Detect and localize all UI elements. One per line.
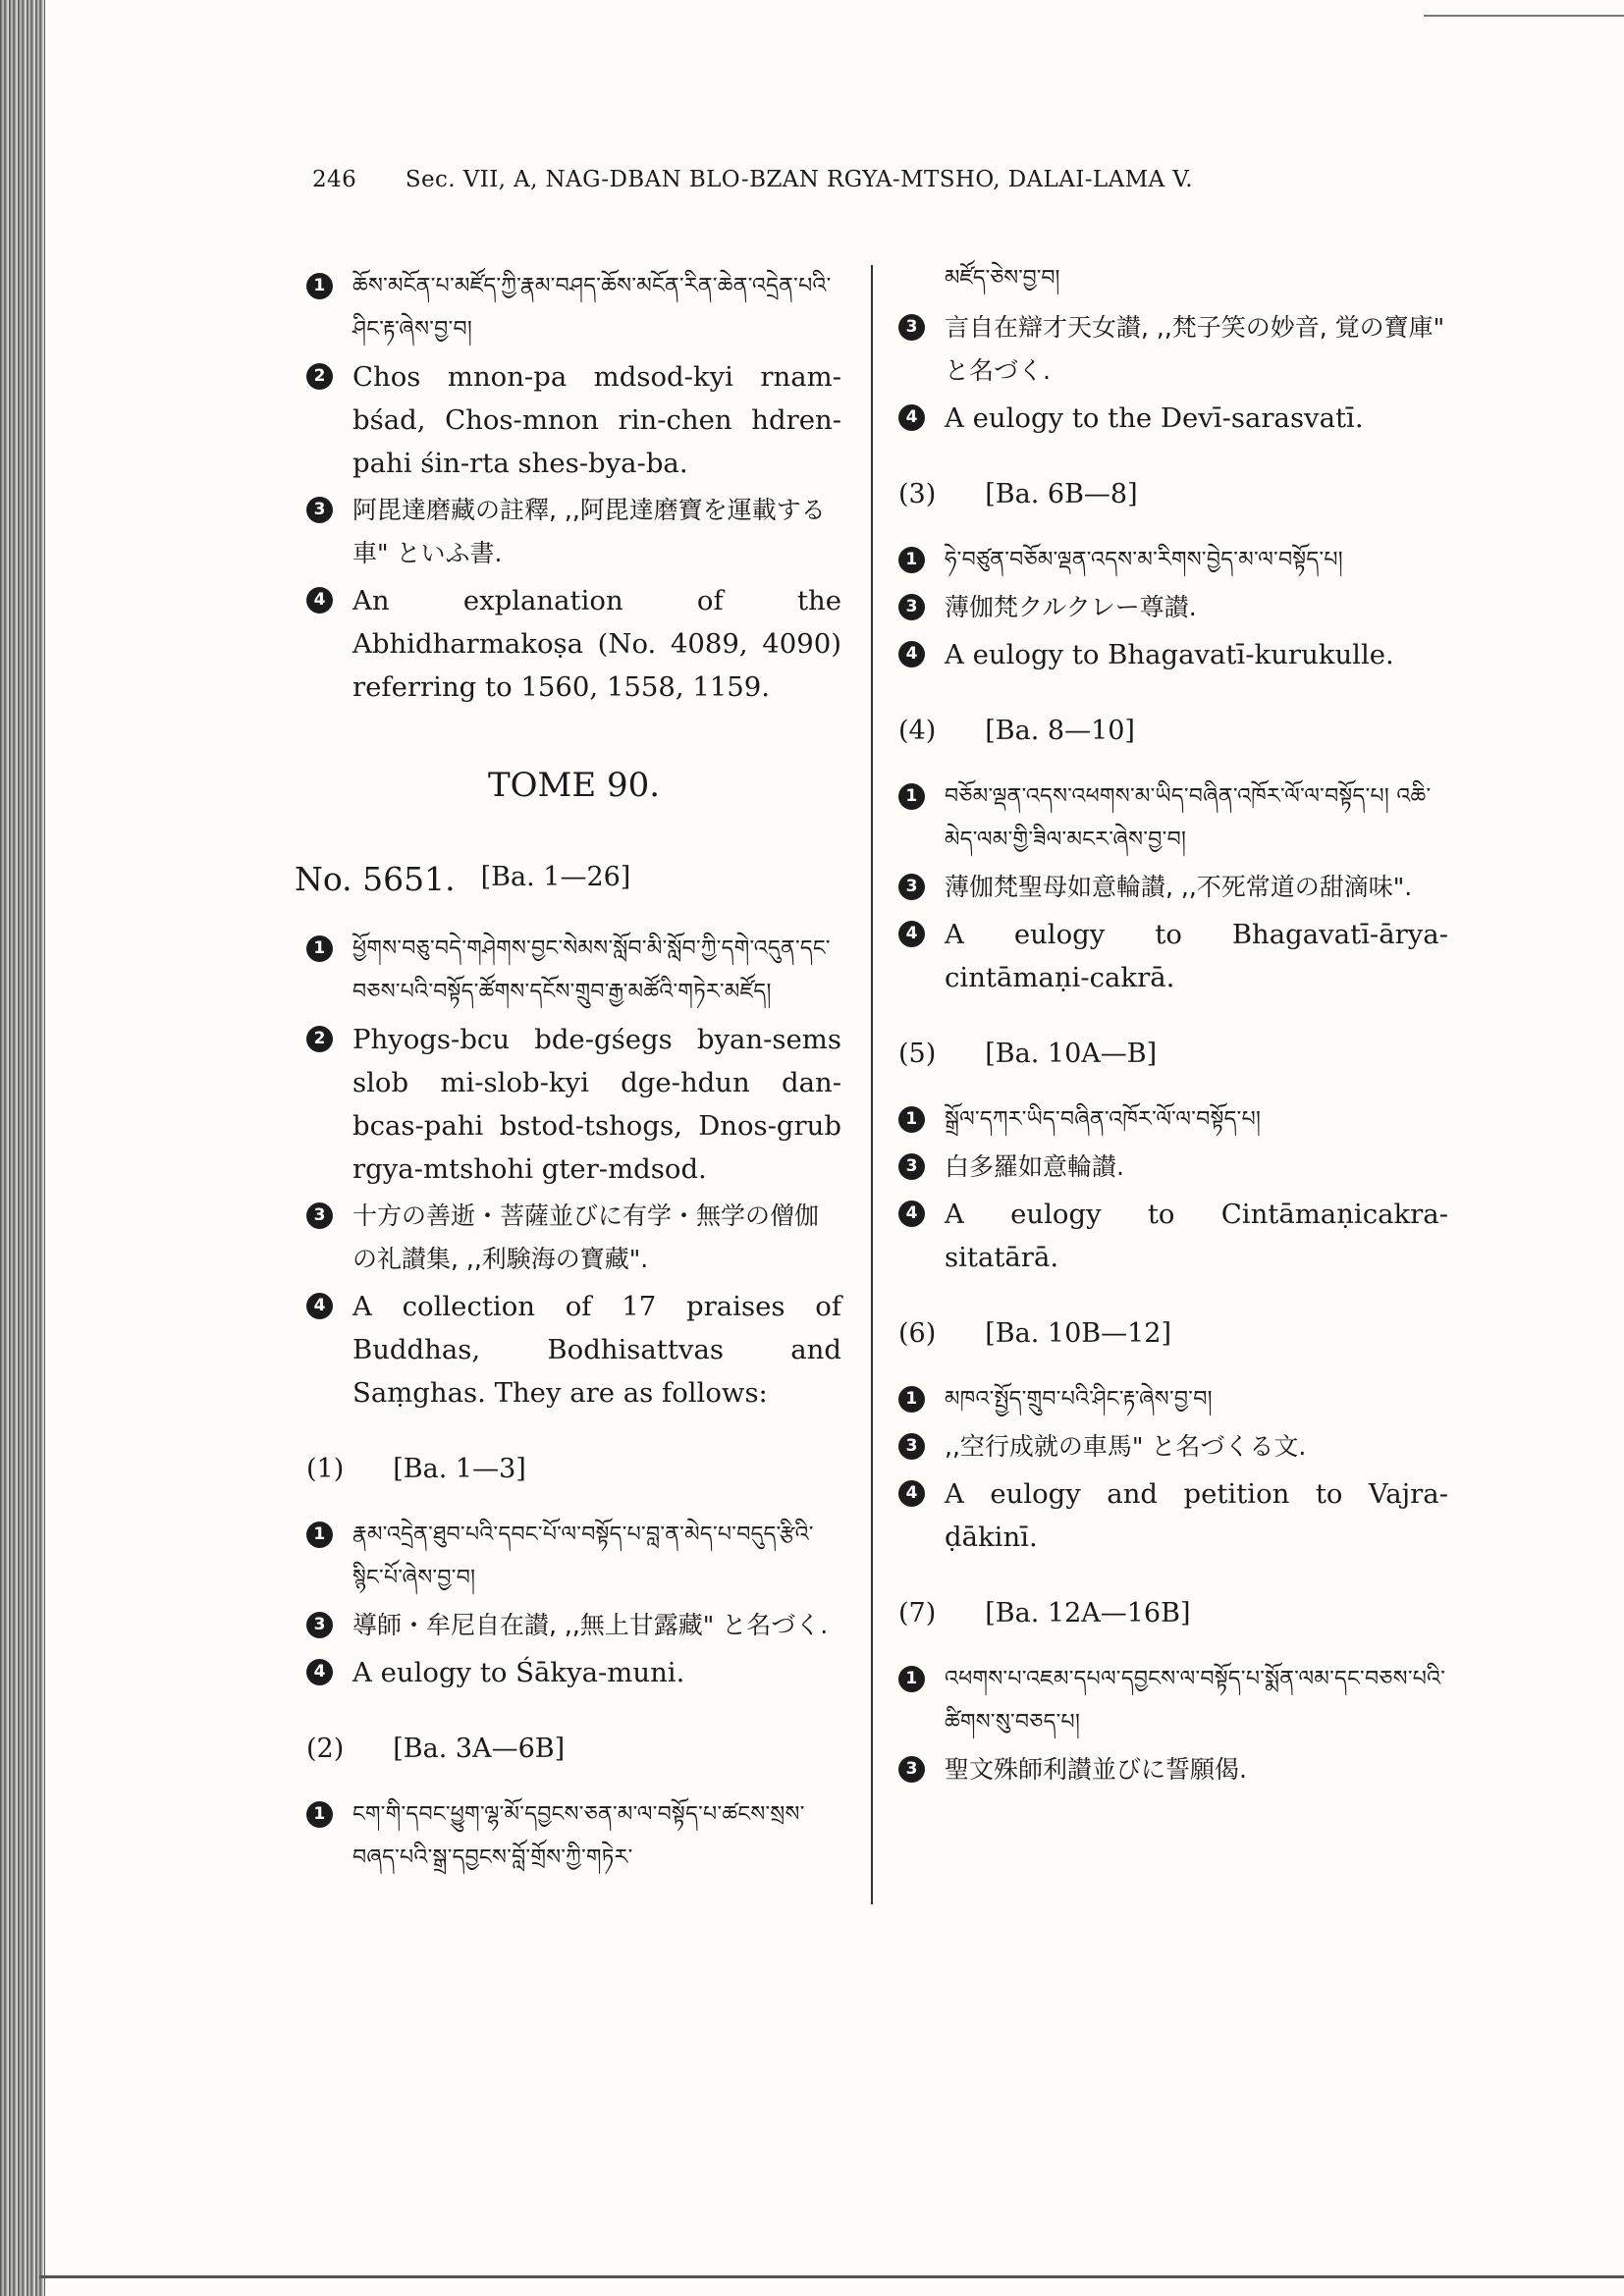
marker-3-icon: 3 (306, 497, 333, 523)
marker-3-icon: 3 (898, 1756, 925, 1783)
marker-1-icon: 1 (306, 1522, 333, 1548)
left-column (295, 265, 841, 1884)
sec3-japanese: 3 薄伽梵クルクレー尊讃. (898, 586, 1448, 629)
marker-4-icon: 4 (306, 587, 333, 614)
sec1-tibetan: 1 རྣམ་འདྲེན་ཐུབ་པའི་དབང་པོ་ལ་བསྟོད་པ་བླ་ན་མེད་པ་བདུད་རྩིའི་སྙིང་པོ་ཞེས་བྱ་བ། (306, 1514, 841, 1600)
sec7-tibetan: 1 འཕགས་པ་འཇམ་དཔལ་དབྱངས་ལ་བསྟོད་པ་སྨོན་ལམ་དང་བཅས་པའི་ཚིགས་སུ་བཅད་པ། (898, 1658, 1448, 1744)
page-number: 246 (312, 167, 357, 192)
running-head-title: Sec. VII, A, NAG-DBAN BLO-BZAN RGYA-MTSHO, DALAI-LAMA V. (405, 167, 1193, 192)
right-column (898, 265, 1448, 1795)
page-edge-bottom (39, 2275, 1624, 2278)
marker-3-icon: 3 (306, 1202, 333, 1229)
marker-4-icon: 4 (898, 404, 925, 431)
sec4-japanese: 3 薄伽梵聖母如意輪讃, ,,不死常道の甜滴味". (898, 866, 1448, 909)
intro-english: 4 An explanation of the Abhidharmakoṣa (No. 4089, 4090) referring to 1560, 1558, 1159. (306, 579, 841, 709)
marker-1-icon: 1 (898, 1386, 925, 1413)
sec2-tibetan-continued: མཛོད་ཅེས་བྱ་བ། (945, 266, 1060, 291)
marker-3-icon: 3 (898, 594, 925, 620)
marker-4-icon: 4 (898, 641, 925, 667)
section-5-header: (5) [Ba. 10A—B] (898, 1039, 1158, 1069)
marker-4-icon: 4 (898, 1480, 925, 1507)
marker-3-icon: 3 (898, 874, 925, 900)
entry-number-label: No. 5651. (295, 860, 456, 898)
sec2-english: 4 A eulogy to the Devī-sarasvatī. (898, 397, 1448, 440)
section-7-header: (7) [Ba. 12A—16B] (898, 1598, 1191, 1629)
marker-4-icon: 4 (898, 921, 925, 947)
sec6-english: 4 A eulogy and petition to Vajra-ḍākinī. (898, 1472, 1448, 1559)
entry-ref: [Ba. 1—26] (480, 862, 631, 892)
sec5-japanese: 3 白多羅如意輪讃. (898, 1146, 1448, 1189)
sec4-english: 4 A eulogy to Bhagavatī-ārya-cintāmaṇi-cakrā. (898, 913, 1448, 999)
intro-japanese: 3 阿毘達磨藏の註釋, ,,阿毘達磨寶を運載する車" といふ書. (306, 489, 841, 575)
section-3-header: (3) [Ba. 6B—8] (898, 479, 1138, 509)
intro-romanized: 2 Chos mnon-pa mdsod-kyi rnam-bśad, Chos-mnon rin-chen hdren-pahi śin-rta shes-bya-ba. (306, 355, 841, 485)
marker-1-icon: 1 (898, 547, 925, 573)
collection-tibetan: 1 ཕྱོགས་བཅུ་བདེ་གཤེགས་བྱང་སེམས་སློབ་མི་སློབ་ཀྱི་དགེ་འདུན་དང་བཅས་པའི་བསྟོད་ཚོགས་དངོས་གྲུབ་རྒྱ་མཚོའི་གཏེར་མཛོད། (306, 928, 841, 1014)
sec5-tibetan: 1 སྒྲོལ་དཀར་ཡིད་བཞིན་འཁོར་ལོ་ལ་བསྟོད་པ། (898, 1098, 1448, 1142)
sec3-tibetan: 1 ཧེ་བཙུན་བཅོམ་ལྡན་འདས་མ་རིགས་བྱེད་མ་ལ་བསྟོད་པ། (898, 539, 1448, 582)
marker-3-icon: 3 (898, 314, 925, 341)
section-1-header: (1) [Ba. 1—3] (306, 1454, 526, 1484)
sec2-japanese: 3 言自在辯才天女讃, ,,梵子笑の妙音, 覚の寶庫" と名づく. (898, 306, 1448, 393)
marker-1-icon: 1 (306, 935, 333, 962)
marker-4-icon: 4 (306, 1659, 333, 1685)
collection-english: 4 A collection of 17 praises of Buddhas, Bodhisattvas and Saṃghas. They are as follows: (306, 1285, 841, 1415)
sec2-tibetan: 1 ངག་གི་དབང་ཕྱུག་ལྷ་མོ་དབྱངས་ཅན་མ་ལ་བསྟོད་པ་ཚངས་སྲས་བཞད་པའི་སྒྲ་དབྱངས་བློ་གྲོས་ཀྱི་གཏེར་ (306, 1793, 841, 1880)
sec7-japanese: 3 聖文殊師利讃並びに誓願偈. (898, 1748, 1448, 1791)
book-binding-shadow (0, 0, 45, 2296)
sec4-tibetan: 1 བཅོམ་ལྡན་འདས་འཕགས་མ་ཡིད་བཞིན་འཁོར་ལོ་ལ་བསྟོད་པ། འཆི་མེད་ལམ་གྱི་ཟིལ་མངར་ཞེས་བྱ་བ། (898, 775, 1448, 862)
collection-japanese: 3 十方の善逝・菩薩並びに有学・無学の僧伽の礼讃集, ,,利験海の寶藏". (306, 1195, 841, 1281)
collection-romanized: 2 Phyogs-bcu bde-gśegs byan-sems slob mi-slob-kyi dge-hdun dan-bcas-pahi bstod-tshogs, Dnos-grub rgya-mtshohi gter-mdsod. (306, 1018, 841, 1191)
sec3-english: 4 A eulogy to Bhagavatī-kurukulle. (898, 633, 1448, 676)
marker-3-icon: 3 (898, 1433, 925, 1460)
sec1-english: 4 A eulogy to Śākya-muni. (306, 1651, 841, 1694)
section-6-header: (6) [Ba. 10B—12] (898, 1318, 1171, 1349)
marker-1-icon: 1 (306, 1801, 333, 1828)
marker-1-icon: 1 (306, 273, 333, 299)
sec6-tibetan: 1 མཁའ་སྤྱོད་གྲུབ་པའི་ཤིང་རྟ་ཞེས་བྱ་བ། (898, 1378, 1448, 1421)
sec1-japanese: 3 導師・牟尼自在讃, ,,無上甘露藏" と名づく. (306, 1604, 841, 1647)
sec6-japanese: 3 ,,空行成就の車馬" と名づくる文. (898, 1425, 1448, 1468)
marker-4-icon: 4 (898, 1201, 925, 1227)
page-edge-top (1424, 15, 1624, 17)
marker-1-icon: 1 (898, 1106, 925, 1133)
intro-tibetan: 1 ཆོས་མངོན་པ་མཛོད་ཀྱི་རྣམ་བཤད་ཆོས་མངོན་རིན་ཆེན་འདྲེན་པའི་ཤིང་རྟ་ཞེས་བྱ་བ། (306, 265, 841, 351)
marker-4-icon: 4 (306, 1293, 333, 1319)
entry-number (295, 860, 841, 898)
tome-heading: TOME 90. (487, 766, 661, 805)
marker-2-icon: 2 (306, 363, 333, 390)
section-2-header: (2) [Ba. 3A—6B] (306, 1734, 566, 1764)
marker-2-icon: 2 (306, 1026, 333, 1052)
marker-3-icon: 3 (898, 1153, 925, 1180)
section-4-header: (4) [Ba. 8—10] (898, 716, 1135, 746)
marker-3-icon: 3 (306, 1612, 333, 1638)
running-head (312, 167, 1193, 192)
column-divider (871, 265, 873, 1904)
marker-1-icon: 1 (898, 1666, 925, 1692)
marker-1-icon: 1 (898, 783, 925, 810)
sec5-english: 4 A eulogy to Cintāmaṇicakra-sitatārā. (898, 1193, 1448, 1279)
